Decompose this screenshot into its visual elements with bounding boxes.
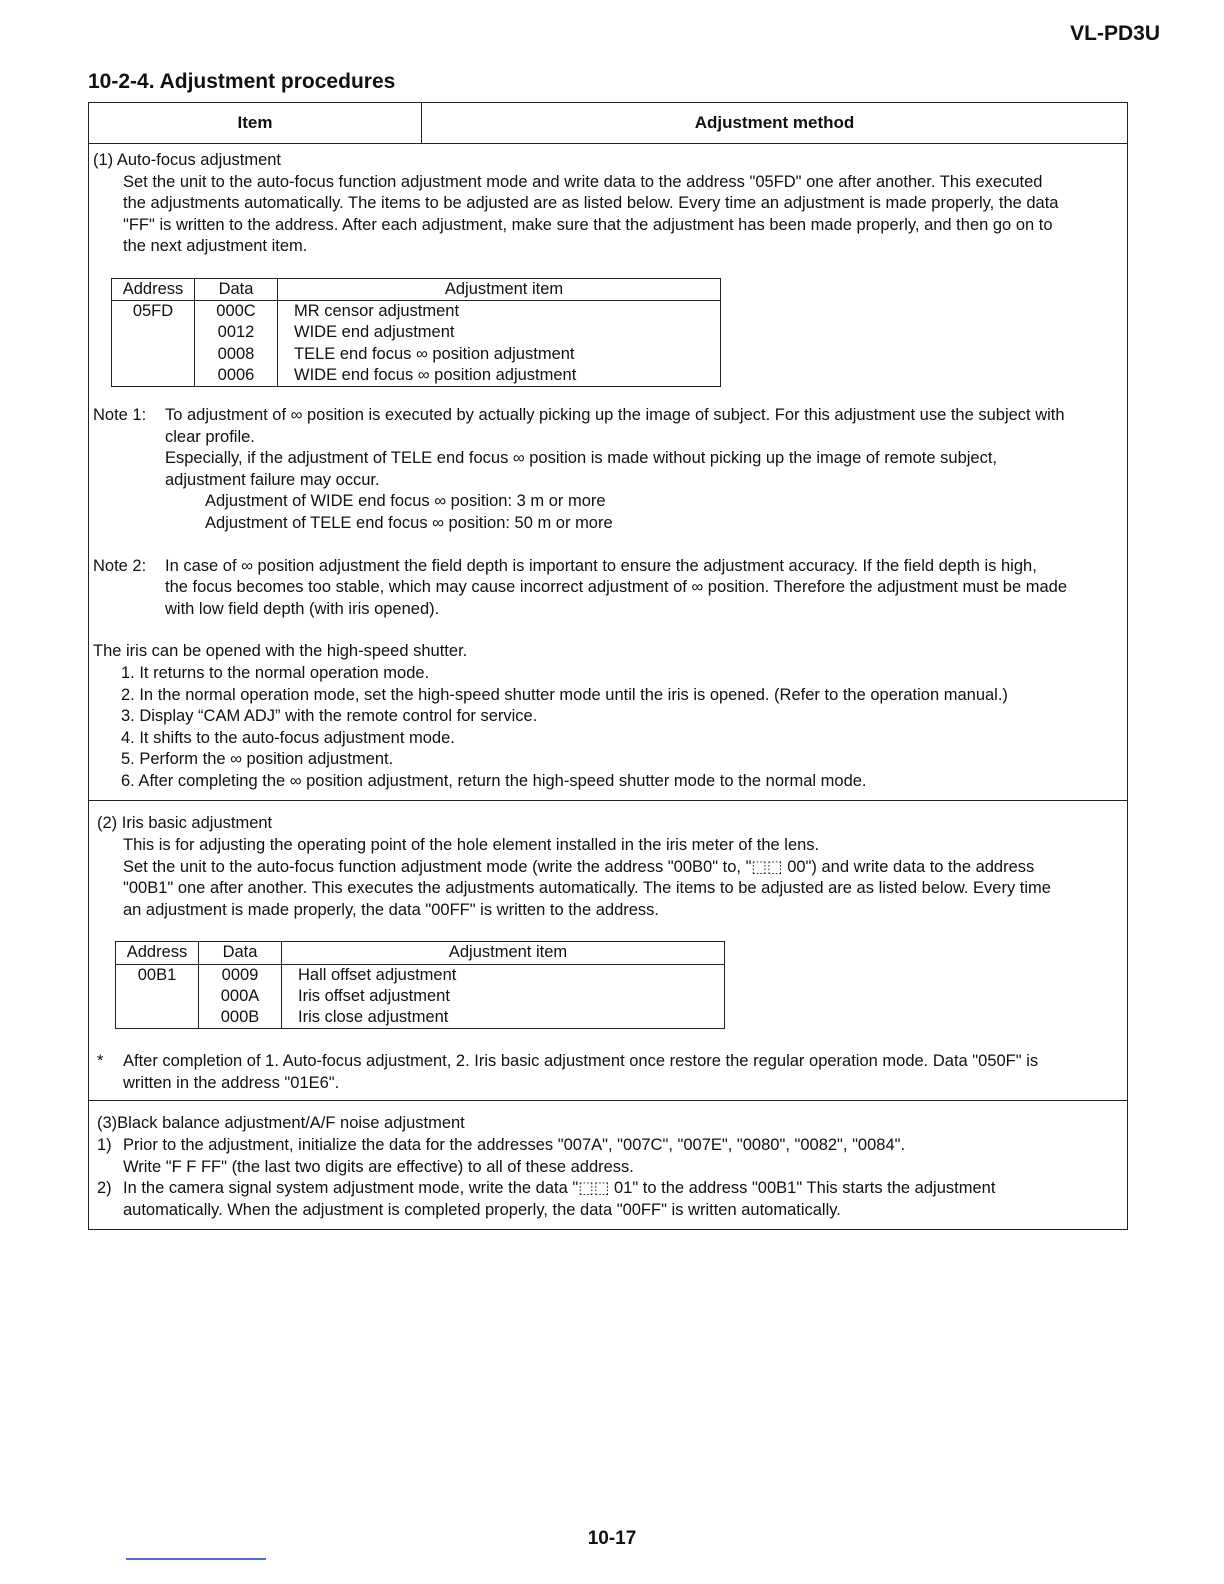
list-item <box>97 1178 1123 1221</box>
text-line: written in the address "01E6". <box>123 1073 340 1092</box>
section-black-balance <box>89 1101 1127 1230</box>
item-number: 1) <box>97 1136 112 1155</box>
header-method: Adjustment method <box>694 113 855 132</box>
col-data: Data <box>199 942 282 964</box>
col-address: Address <box>116 942 199 964</box>
table-row <box>116 986 725 1007</box>
text-line: Adjustment of WIDE end focus ∞ position: 3 m or more <box>205 492 606 511</box>
asterisk-mark: * <box>97 1052 104 1071</box>
autofocus-title: (1) Auto-focus adjustment <box>93 151 282 169</box>
cell-data: 0009 <box>199 964 282 986</box>
adjustment-table <box>88 102 1128 1230</box>
text-line: "FF" is written to the address. After each adjustment, make sure that the adjustment has been made properly, and then go on to <box>123 215 1053 234</box>
text-line: an adjustment is made properly, the data "00FF" is written to the address. <box>123 900 660 919</box>
table-row <box>112 322 721 343</box>
text-line: After completion of 1. Auto-focus adjustment, 2. Iris basic adjustment once restore the regular operation mode. Data "050F" is <box>123 1052 1039 1071</box>
note-2 <box>93 556 1123 621</box>
list-item: 4. It shifts to the auto-focus adjustment mode. <box>121 728 455 747</box>
cell-data: 0012 <box>195 322 278 343</box>
text-line: Set the unit to the auto-focus function adjustment mode and write data to the address "05FD" one after another. This executed <box>123 172 1043 191</box>
cell-item: Iris close adjustment <box>282 1007 725 1029</box>
note-label: Note 1: <box>93 405 147 424</box>
list-item: 6. After completing the ∞ position adjustment, return the high-speed shutter mode to the normal mode. <box>121 771 867 790</box>
cell-item: WIDE end focus ∞ position adjustment <box>278 365 721 387</box>
cell-data: 000B <box>199 1007 282 1029</box>
iris-basic-paragraph <box>97 835 1123 921</box>
completion-note <box>97 1051 1123 1094</box>
list-item <box>97 1135 1123 1178</box>
text-line: adjustment failure may occur. <box>165 470 380 489</box>
cell-address <box>116 986 199 1007</box>
cell-address <box>112 344 195 365</box>
table-row <box>112 365 721 387</box>
text-line: the adjustments automatically. The items to be adjusted are as listed below. Every time an adjustment is made properly, the data <box>123 194 1059 213</box>
list-item: 5. Perform the ∞ position adjustment. <box>121 750 394 769</box>
cell-address: 05FD <box>112 301 195 323</box>
col-address: Address <box>112 278 195 300</box>
table-row <box>116 1007 725 1029</box>
cell-data: 000C <box>195 301 278 323</box>
cell-item: TELE end focus ∞ position adjustment <box>278 344 721 365</box>
text-line: In the camera signal system adjustment mode, write the data "⬚⬚ 01" to the address "00B1" This starts the adjustment <box>123 1179 996 1198</box>
text-line: Set the unit to the auto-focus function adjustment mode (write the address "00B0" to, "⬚⬚ 00") and write data to the address <box>123 857 1035 876</box>
black-balance-title: (3)Black balance adjustment/A/F noise adjustment <box>97 1114 465 1133</box>
cell-address <box>116 1007 199 1029</box>
section-title: 10-2-4. Adjustment procedures <box>88 70 396 93</box>
list-item: 1. It returns to the normal operation mode. <box>121 663 430 682</box>
table-header-row <box>89 103 1127 144</box>
text-line: clear profile. <box>165 427 255 446</box>
cell-data: 000A <box>199 986 282 1007</box>
autofocus-paragraph <box>93 172 1123 258</box>
model-number: VL-PD3U <box>1070 22 1160 45</box>
list-item: 2. In the normal operation mode, set the high-speed shutter mode until the iris is opened. (Refer to the operation manual.) <box>121 685 1008 704</box>
text-line: automatically. When the adjustment is completed properly, the data "00FF" is written automatically. <box>123 1200 841 1219</box>
col-item: Adjustment item <box>282 942 725 964</box>
iris-data-table <box>115 941 725 1029</box>
text-line: Write "F F FF" (the last two digits are effective) to all of these address. <box>123 1157 634 1176</box>
text-line: In case of ∞ position adjustment the field depth is important to ensure the adjustment accuracy. If the field depth is high, <box>165 556 1037 575</box>
note-1 <box>93 405 1123 535</box>
text-line: "00B1" one after another. This executes the adjustments automatically. The items to be adjusted are as listed below. Every time <box>123 879 1051 898</box>
table-row <box>112 344 721 365</box>
col-data: Data <box>195 278 278 300</box>
iris-intro: The iris can be opened with the high-speed shutter. <box>93 642 468 661</box>
text-line: the next adjustment item. <box>123 237 308 256</box>
section-autofocus <box>89 144 1127 801</box>
page-number: 10-17 <box>587 1528 637 1549</box>
cell-data: 0006 <box>195 365 278 387</box>
iris-steps <box>93 663 1123 793</box>
section-iris-basic <box>89 801 1127 1101</box>
item-number: 2) <box>97 1179 112 1198</box>
text-line: Prior to the adjustment, initialize the data for the addresses "007A", "007C", "007E", "0080", "0082", "0084". <box>123 1136 906 1155</box>
table-row <box>112 301 721 323</box>
text-line: Especially, if the adjustment of TELE end focus ∞ position is made without picking up the image of remote subject, <box>165 449 998 468</box>
header-item: Item <box>89 103 422 143</box>
text-line: To adjustment of ∞ position is executed by actually picking up the image of subject. For this adjustment use the subject with <box>165 405 1065 424</box>
cell-address: 00B1 <box>116 964 199 986</box>
list-item: 3. Display “CAM ADJ” with the remote control for service. <box>121 707 538 726</box>
cell-address <box>112 365 195 387</box>
iris-basic-title: (2) Iris basic adjustment <box>97 814 273 833</box>
decorative-underline <box>126 1558 266 1560</box>
cell-item: Iris offset adjustment <box>282 986 725 1007</box>
autofocus-data-table <box>111 278 721 387</box>
cell-item: Hall offset adjustment <box>282 964 725 986</box>
cell-item: WIDE end adjustment <box>278 322 721 343</box>
note-label: Note 2: <box>93 556 147 575</box>
text-line: This is for adjusting the operating point of the hole element installed in the iris meter of the lens. <box>123 836 820 855</box>
col-item: Adjustment item <box>278 278 721 300</box>
text-line: the focus becomes too stable, which may cause incorrect adjustment of ∞ position. Therefore the adjustment must be made <box>165 578 1068 597</box>
cell-item: MR censor adjustment <box>278 301 721 323</box>
table-row <box>116 964 725 986</box>
cell-data: 0008 <box>195 344 278 365</box>
text-line: with low field depth (with iris opened). <box>165 599 440 618</box>
cell-address <box>112 322 195 343</box>
text-line: Adjustment of TELE end focus ∞ position: 50 m or more <box>205 513 613 532</box>
